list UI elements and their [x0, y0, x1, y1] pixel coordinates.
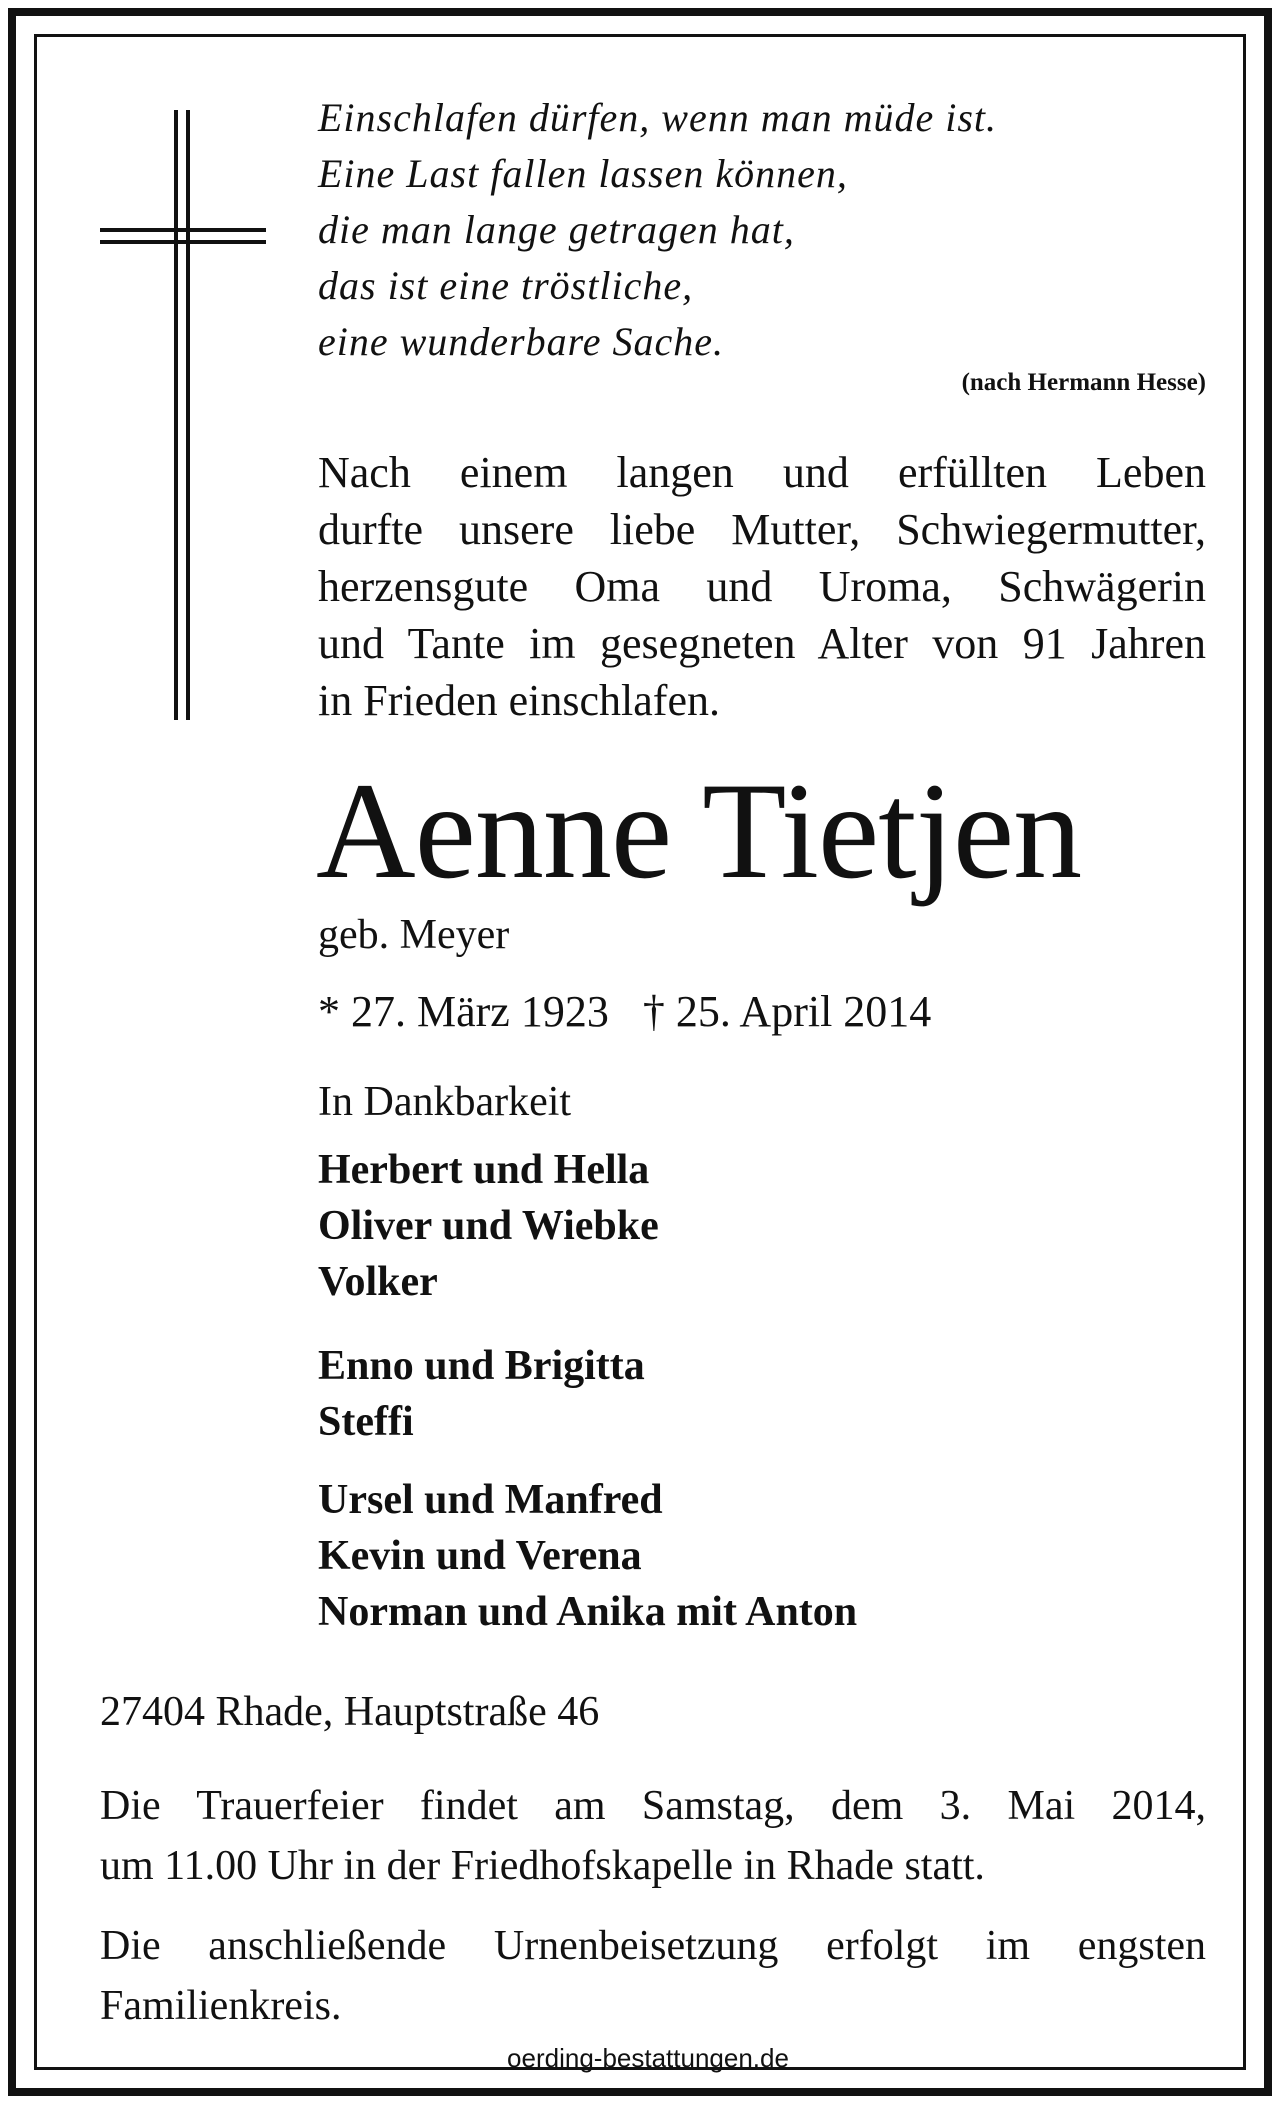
intro-line: in Frieden einschlafen.: [318, 676, 720, 725]
poem-line: Eine Last fallen lassen können,: [318, 151, 848, 196]
mourner-name: Norman und Anika mit Anton: [318, 1589, 858, 1635]
funeral-home-website: oerding-bestattungen.de: [507, 2043, 789, 2073]
mourner-name: Kevin und Verena: [318, 1533, 642, 1579]
poem-line: Einschlafen dürfen, wenn man müde ist.: [318, 95, 998, 140]
death-date: † 25. April 2014: [642, 987, 932, 1036]
poem: [318, 90, 1218, 370]
mourner-name: Oliver und Wiebke: [318, 1203, 659, 1249]
obituary-frame: [8, 8, 1272, 2096]
cross-icon: [100, 110, 270, 720]
mourner-group: [318, 1142, 659, 1310]
mourner-group: [318, 1338, 645, 1450]
service-info: [100, 1776, 1206, 1896]
poem-attribution: (nach Hermann Hesse): [961, 369, 1206, 396]
birth-date: * 27. März 1923: [318, 987, 609, 1036]
intro-line: und Tante im gesegneten Alter von 91 Jahren: [318, 619, 1206, 668]
life-dates: [318, 984, 931, 1040]
burial-line: Familienkreis.: [100, 1983, 342, 2029]
poem-line: die man lange getragen hat,: [318, 207, 795, 252]
burial-info: [100, 1916, 1206, 2036]
intro-line: herzensgute Oma und Uroma, Schwägerin: [318, 562, 1206, 611]
intro-line: durfte unsere liebe Mutter, Schwiegermutter,: [318, 505, 1206, 554]
mourner-name: Volker: [318, 1259, 438, 1305]
thanks-line: In Dankbarkeit: [318, 1079, 572, 1125]
burial-line: Die anschließende Urnenbeisetzung erfolgt im engsten: [100, 1923, 1206, 1969]
mourner-name: Ursel und Manfred: [318, 1477, 663, 1523]
mourner-group: [318, 1472, 857, 1640]
mourner-name: Herbert und Hella: [318, 1147, 650, 1193]
intro-line: Nach einem langen und erfüllten Leben: [318, 448, 1206, 497]
maiden-name: geb. Meyer: [318, 912, 510, 958]
service-line: um 11.00 Uhr in der Friedhofskapelle in Rhade statt.: [100, 1843, 985, 1889]
family-address: 27404 Rhade, Hauptstraße 46: [100, 1689, 600, 1735]
poem-line: eine wunderbare Sache.: [318, 319, 724, 364]
service-line: Die Trauerfeier findet am Samstag, dem 3. Mai 2014,: [100, 1783, 1206, 1829]
poem-line: das ist eine tröstliche,: [318, 263, 694, 308]
mourner-name: Enno und Brigitta: [318, 1343, 645, 1389]
deceased-name: Aenne Tietjen: [316, 754, 1082, 907]
mourner-name: Steffi: [318, 1399, 414, 1445]
intro-text: [318, 444, 1206, 729]
